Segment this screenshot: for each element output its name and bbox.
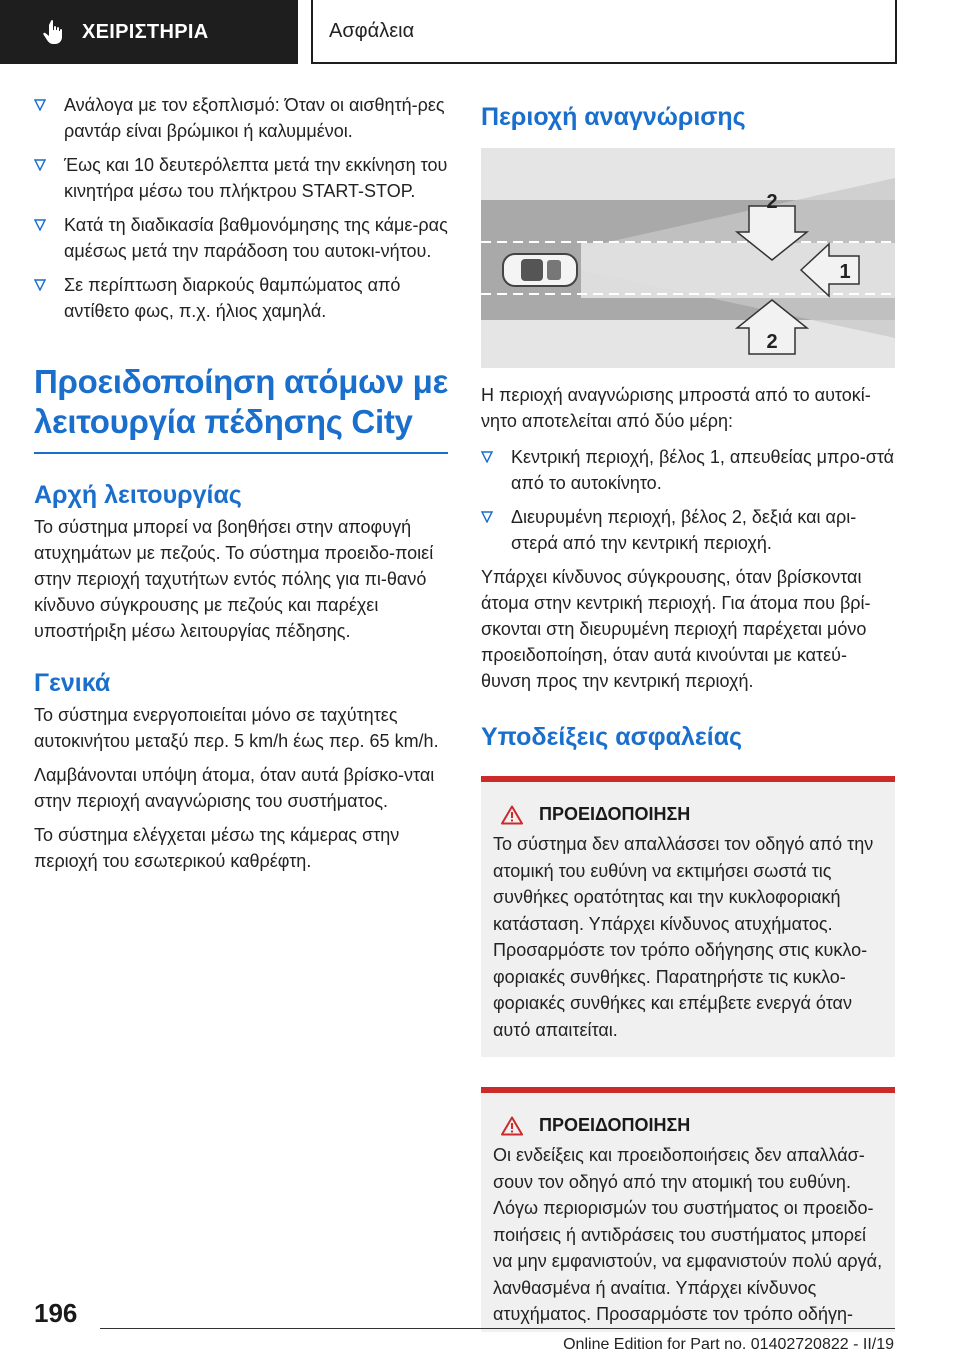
car-icon [503, 254, 577, 286]
detection-intro: Η περιοχή αναγνώρισης μπροστά από το αυτοκί-νητο αποτελείται από δύο μέρη: [481, 385, 871, 431]
warning-header [493, 804, 883, 825]
footer-rule [100, 1328, 895, 1329]
chapter-header [311, 0, 897, 64]
arrow-label-2-top: 2 [766, 191, 778, 213]
left-column [34, 92, 448, 874]
list-item: Έως και 10 δευτερόλεπτα μετά την εκκίνηση του κινητήρα μέσω του πλήκτρου START-STOP. [34, 152, 448, 204]
detection-area-figure [481, 148, 895, 368]
warning-box [481, 776, 895, 1057]
triangle-bullet-icon [34, 99, 46, 111]
arrow-label-2-bottom: 2 [766, 331, 778, 353]
general-heading: Γενικά [34, 669, 111, 697]
warning-text: Οι ενδείξεις και προειδοποιήσεις δεν απαλλάσ-σουν τον οδηγό από την ατομική του ευθύνη. Λόγω περιορισμών του συστήματος οι προειδο-ποιήσεις ή αντιδράσεις του συστήματος μπορεί να μην εμφανιστούν, να εμφανιστούν πολύ αργά, λανθασμένα ή αναίτια. Υπάρχει κίνδυνος ατυχήματος. Προσαρμόστε τον τρόπο οδήγη- [493, 1145, 883, 1324]
triangle-bullet-icon [34, 219, 46, 231]
main-heading: Προειδοποίηση ατόμων με λειτουργία πέδησης City [34, 363, 448, 440]
detection-heading: Περιοχή αναγνώρισης [481, 103, 746, 131]
area-list [481, 444, 895, 556]
section-title: ΧΕΙΡΙΣΤΗΡΙΑ [82, 20, 209, 43]
warning-header [493, 1115, 883, 1136]
arrow-label-1: 1 [839, 261, 851, 283]
triangle-bullet-icon [34, 159, 46, 171]
warning-triangle-icon [501, 805, 523, 825]
limitations-list [34, 92, 448, 324]
detection-diagram [481, 148, 895, 368]
warning-text: Το σύστημα δεν απαλλάσσει τον οδηγό από την ατομική του ευθύνη να εκτιμήσει σωστά τις συνθήκες ορατότητας και την κυκλοφοριακή κατάσταση. Υπάρχει κίνδυνος ατυχήματος. Προσαρμόστε τον τρόπο οδήγησης στις κυκλο-φοριακές συνθήκες. Παρατηρήστε τις κυκλο-φοριακές συνθήκες και επέμβετε ενεργά όταν αυτό απαιτείται. [493, 834, 874, 1040]
section-tab[interactable] [0, 0, 298, 64]
general-text-1: Το σύστημα ενεργοποιείται μόνο σε ταχύτητες αυτοκινήτου μεταξύ περ. 5 km/h έως περ. 65 km/h. [34, 705, 439, 751]
general-text-3: Το σύστημα ελέγχεται μέσω της κάμερας στην περιοχή του εσωτερικού καθρέφτη. [34, 825, 400, 871]
principle-text: Το σύστημα μπορεί να βοηθήσει στην αποφυγή ατυχημάτων με πεζούς. Το σύστημα προειδο-ποιεί στην περιοχή ταχυτήτων εντός πόλης για πι-θανό κίνδυνο σύγκρουσης με πεζούς και παρέχει υποστήριξη μέσω λειτουργίας πέδησης. [34, 517, 434, 641]
list-item: Ανάλογα με τον εξοπλισμό: Όταν οι αισθητή-ρες ραντάρ είναι βρώμικοι ή καλυμμένοι. [34, 92, 448, 144]
hand-pointer-icon [42, 19, 66, 45]
edition-text: Online Edition for Part no. 01402720822 - II/19 [563, 1336, 894, 1353]
safety-heading: Υποδείξεις ασφαλείας [481, 723, 743, 751]
page-number: 196 [34, 1298, 78, 1328]
general-text-2: Λαμβάνονται υπόψη άτομα, όταν αυτά βρίσκο-νται στην περιοχή αναγνώρισης του συστήματος. [34, 765, 435, 811]
list-item: Σε περίπτωση διαρκούς θαμπώματος από αντίθετο φως, π.χ. ήλιος χαμηλά. [34, 272, 448, 324]
principle-heading: Αρχή λειτουργίας [34, 481, 242, 509]
triangle-bullet-icon [481, 451, 493, 463]
warning-title: ΠΡΟΕΙΔΟΠΟΙΗΣΗ [539, 804, 691, 824]
triangle-bullet-icon [481, 511, 493, 523]
warning-title: ΠΡΟΕΙΔΟΠΟΙΗΣΗ [539, 1115, 691, 1135]
danger-text: Υπάρχει κίνδυνος σύγκρουσης, όταν βρίσκονται άτομα στην κεντρική περιοχή. Για άτομα που βρί-σκονται στη διευρυμένη περιοχή παρέχεται μόνο προειδοποίηση, όταν αυτά κινούνται με κατεύ-θυνση προς την κεντρική περιοχή. [481, 567, 871, 691]
list-item: Κεντρική περιοχή, βέλος 1, απευθείας μπρο-στά από το αυτοκίνητο. [481, 444, 895, 496]
list-item: Κατά τη διαδικασία βαθμονόμησης της κάμε-ρας αμέσως μετά την παράδοση του αυτοκι-νήτου. [34, 212, 448, 264]
warning-box [481, 1087, 895, 1332]
page-footer [0, 1298, 960, 1362]
triangle-bullet-icon [34, 279, 46, 291]
right-column [481, 92, 895, 1332]
chapter-title: Ασφάλεια [329, 19, 415, 42]
list-item: Διευρυμένη περιοχή, βέλος 2, δεξιά και αρι-στερά από την κεντρική περιοχή. [481, 504, 895, 556]
warning-triangle-icon [501, 1116, 523, 1136]
